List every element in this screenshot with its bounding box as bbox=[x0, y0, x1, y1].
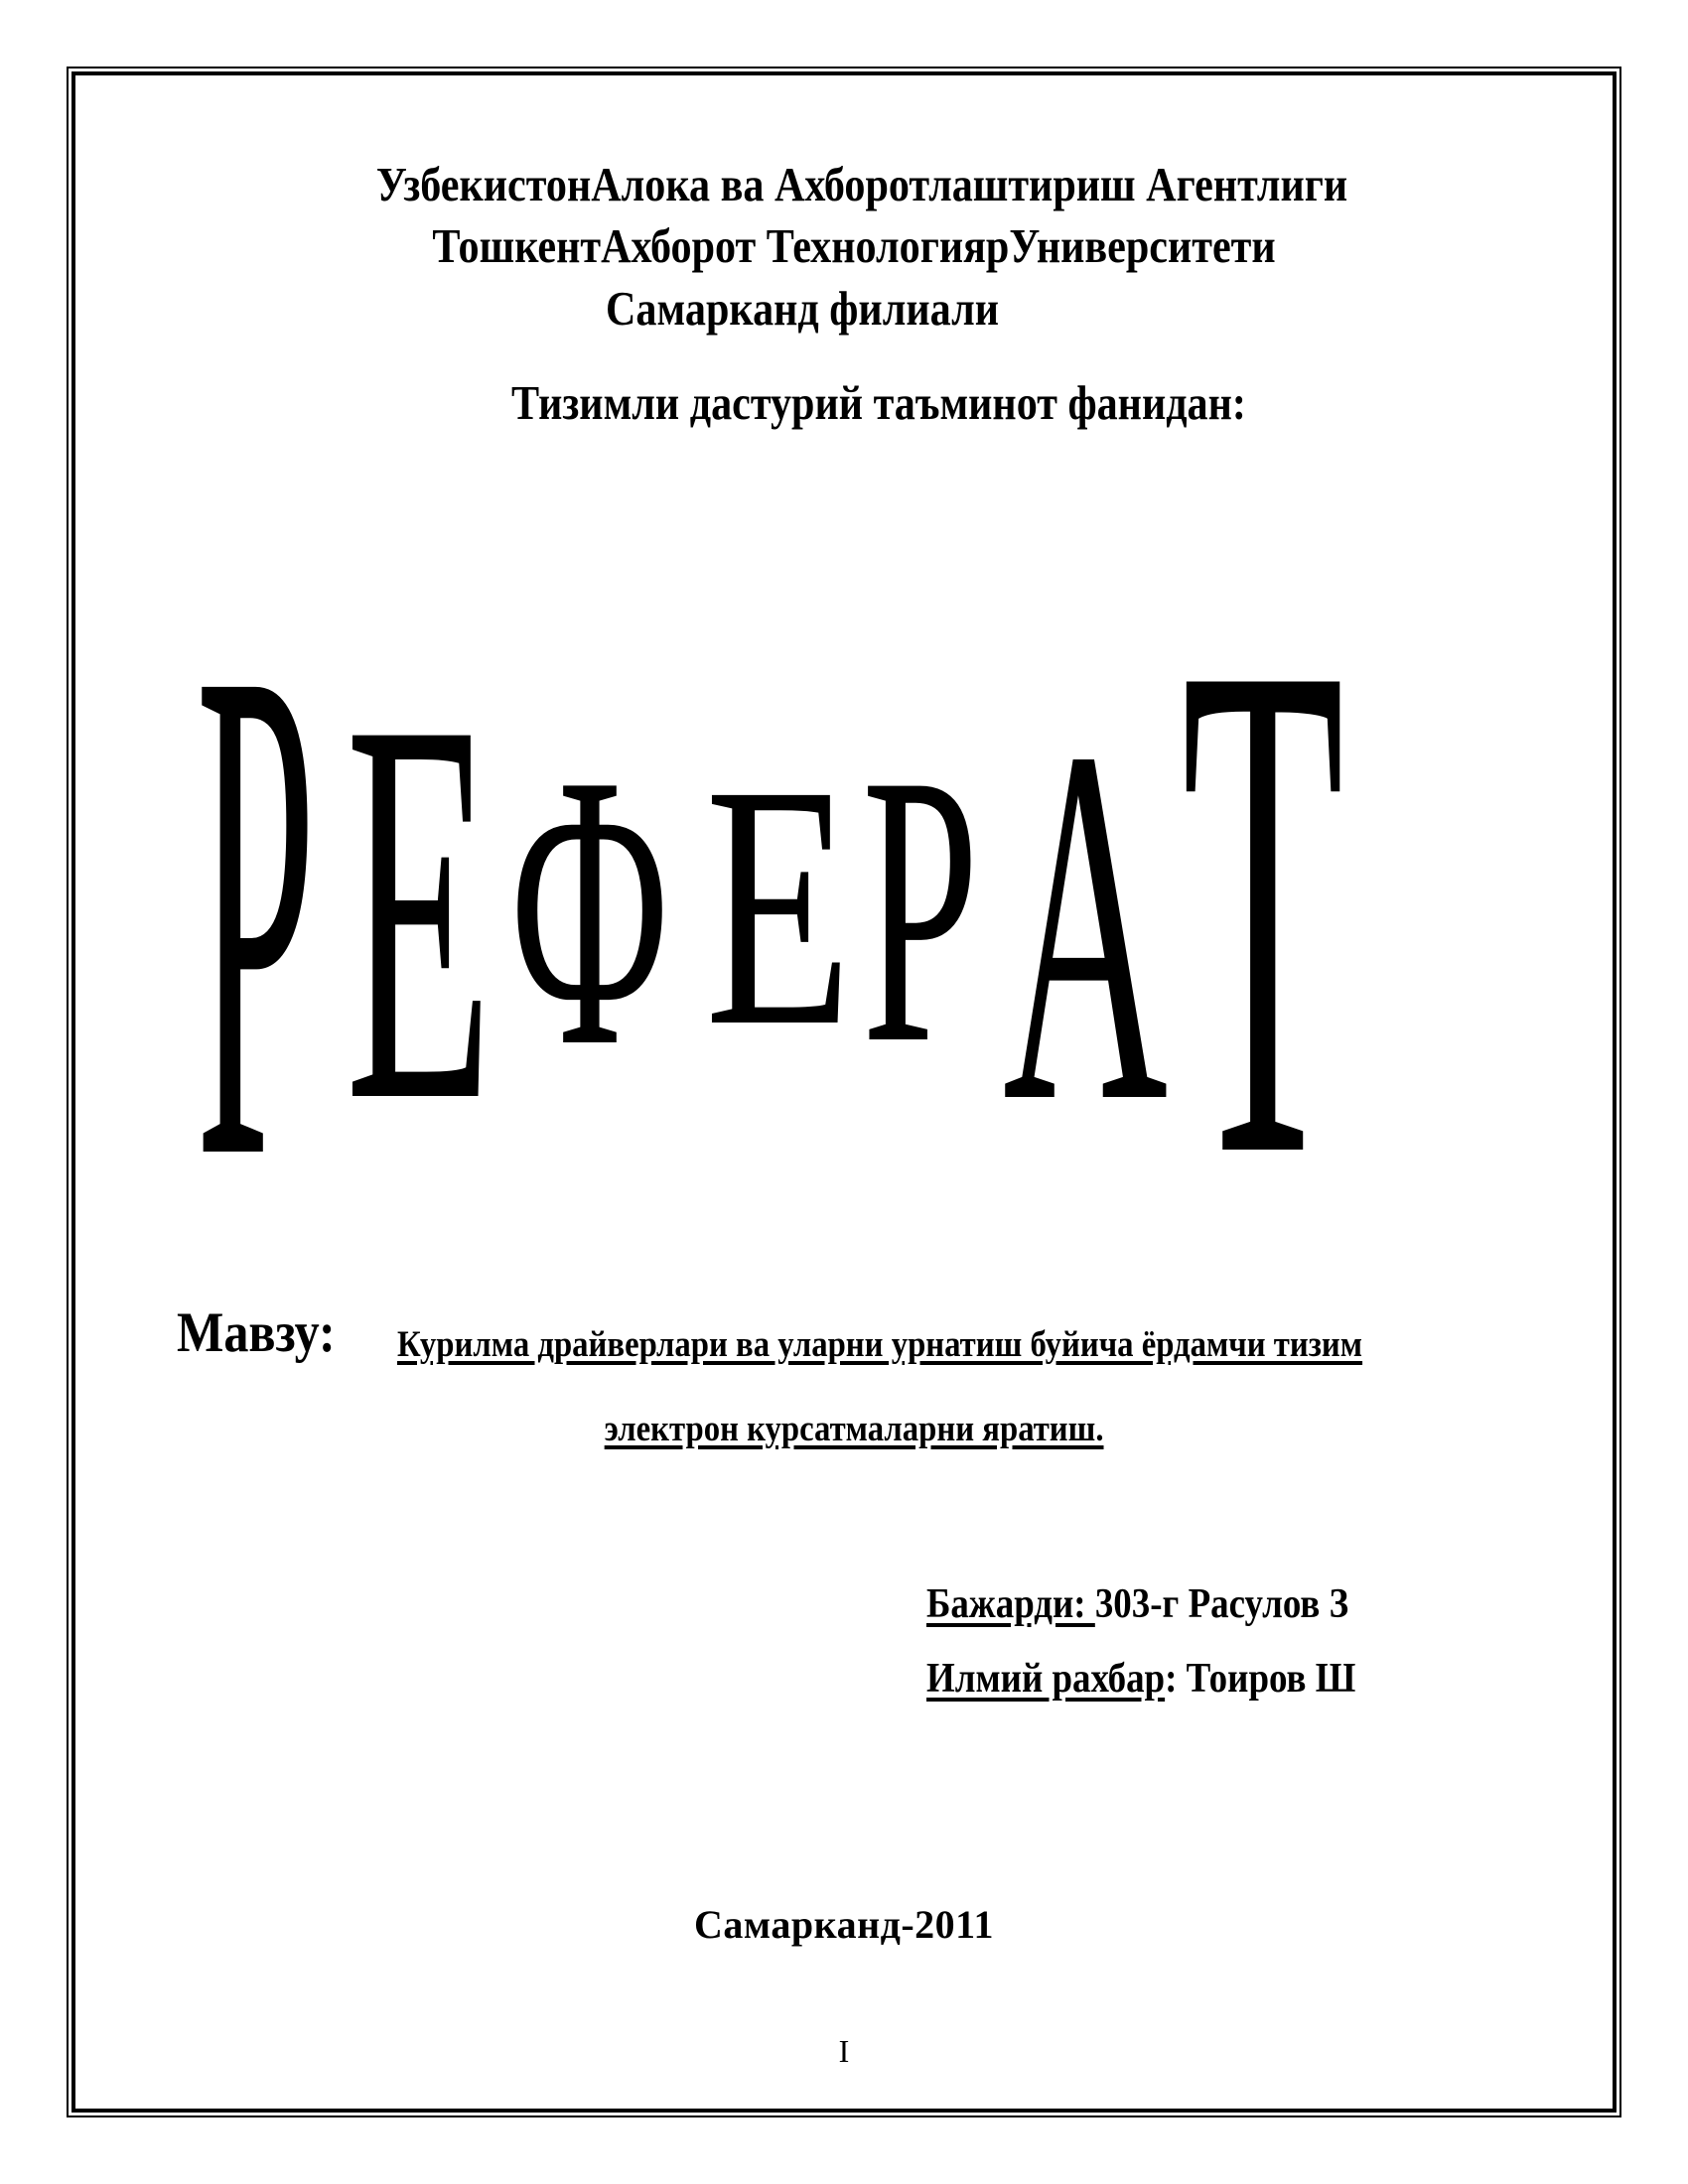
title-letter-6: А bbox=[1003, 642, 1169, 1209]
title-letter-7: Т bbox=[1182, 512, 1344, 1291]
title-letter-5: Р bbox=[862, 694, 979, 1124]
header-agency: УзбекистонАлока ва Ахборотлаштириш Агентлиги bbox=[375, 157, 1348, 211]
performer-value: 303-г Расулов З bbox=[1094, 1581, 1349, 1627]
advisor-value: Тоиров Ш bbox=[1186, 1656, 1356, 1702]
title-letter-4: Е bbox=[705, 714, 852, 1099]
advisor-label: Илмий рахбар bbox=[926, 1656, 1166, 1702]
header-branch: Самарканд филиали bbox=[605, 281, 999, 336]
performer-row bbox=[926, 1580, 1406, 1628]
header-university: ТошкентАхборот ТехнологиярУниверситети bbox=[432, 218, 1276, 273]
title-letter-3: Ф bbox=[509, 694, 670, 1129]
subject-line: Тизимли дастурий таъминот фанидан: bbox=[511, 375, 1246, 430]
topic-row bbox=[177, 1300, 1363, 1365]
advisor-separator: : bbox=[1165, 1656, 1187, 1702]
city-year: Самарканд-2011 bbox=[694, 1902, 994, 1947]
topic-text-line2: электрон курсатмаларни яратиш. bbox=[604, 1409, 1104, 1449]
page-number: I bbox=[838, 2033, 850, 2069]
advisor-row bbox=[926, 1655, 1414, 1703]
performer-label: Бажарди: bbox=[926, 1581, 1095, 1627]
topic-text-line1: Курилма драйверлари ва уларни урнатиш буйича ёрдамчи тизим bbox=[397, 1324, 1363, 1365]
topic-label: Мавзу: bbox=[177, 1301, 336, 1364]
title-letter-1: Р bbox=[196, 520, 317, 1291]
title-letter-2: Е bbox=[346, 604, 492, 1216]
topic-row-2 bbox=[0, 1408, 1688, 1450]
